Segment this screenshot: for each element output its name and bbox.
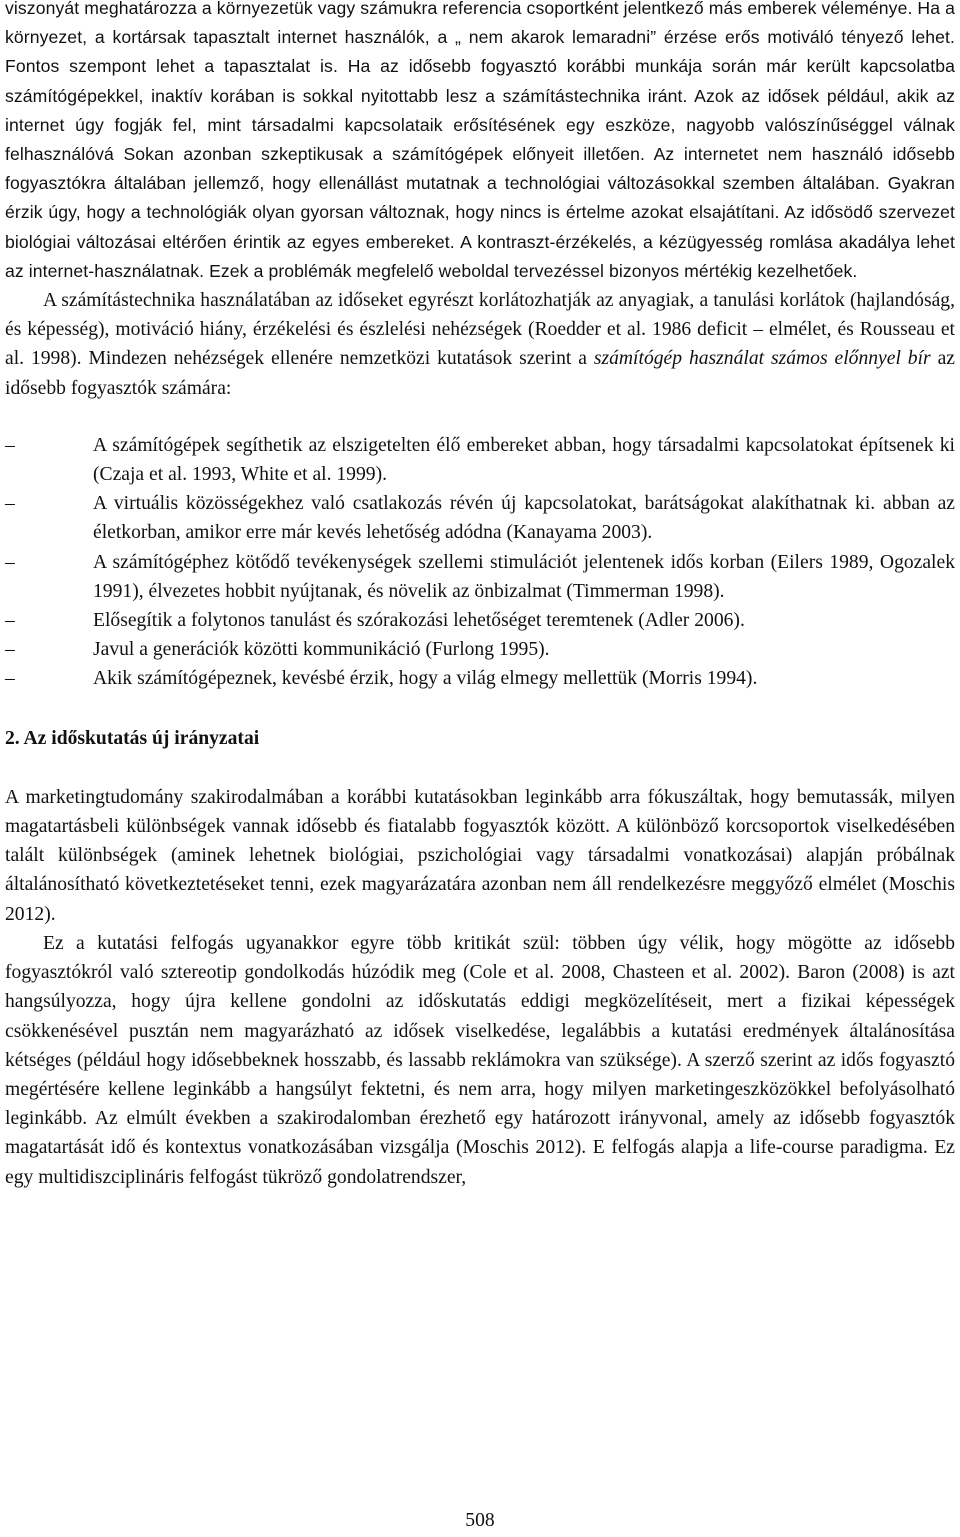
barriers-paragraph	[5, 286, 955, 403]
page-number: 508	[465, 1510, 495, 1531]
list-item-text: Elősegítik a folytonos tanulást és szórakozási lehetőséget teremtenek (Adler 2006).	[93, 610, 745, 632]
list-item	[5, 548, 955, 606]
section-paragraph-1: A marketingtudomány szakirodalmában a korábbi kutatásokban leginkább arra fókuszáltak, hogy bemutassák, milyen magatartásbeli különbségek vannak idősebb és fiatalabb fogyasztók között. A különböző korcsoportok viselkedésében talált különbségek (aminek lehetnek biológiai, pszichológiai vagy társadalmi vonatkozásai) alapján próbálnak általánosítható következtetéseket tenni, ezek magyarázatára azonban nem áll rendelkezésre meggyőző elmélet (Moschis 2012).	[5, 786, 955, 925]
list-item	[5, 489, 955, 547]
barriers-tail: az idősebb fogyasztók számára:	[5, 348, 955, 399]
dash-bullet: –	[5, 493, 15, 515]
dash-bullet: –	[5, 551, 15, 573]
intro-text-serif: Az internetet nem használó idősebb fogyasztókra általában jellemző, hogy ellenállást mutatnak a technológiai változásokkal szemben általában. Gyakran érzik úgy, hogy a technológiák olyan gyorsan változnak, hogy nincs is értelme azokat elsajátítani. Az idősödő szervezet biológiai változásai eltérően érintik az egyes embereket. A kontraszt-érzékelés, a kézügyesség romlása akadálya lehet az internet-használatnak. Ezek a problémák megfelelő weboldal tervezéssel bizonyos mértékig kezelhetőek.	[5, 144, 955, 281]
section-heading: 2. Az időskutatás új irányzatai	[5, 727, 260, 749]
dash-bullet: –	[5, 610, 15, 632]
dash-bullet: –	[5, 434, 15, 456]
list-item-text: A számítógépek segíthetik az elszigetelten élő embereket abban, hogy társadalmi kapcsolatokat építsenek ki (Czaja et al. 1993, White et al. 1999).	[93, 434, 955, 486]
spacer	[5, 753, 955, 783]
document-page	[5, 0, 955, 1192]
list-item	[5, 606, 955, 635]
dash-bullet: –	[5, 639, 15, 661]
spacer	[5, 403, 955, 431]
list-item	[5, 664, 955, 693]
dash-bullet: –	[5, 668, 15, 690]
barriers-text: A számítástechnika használatában az időseket egyrészt korlátozhatják az anyagiak, a tanulási korlátok (hajlandóság, és képesség), motiváció hiány, érzékelési és észlelési nehézségek (Roedder et al. 1986 deficit – elmélet, és Rousseau et al. 1998). Mindezen nehézségek ellenére nemzetközi kutatások szerint a	[5, 290, 955, 370]
list-item	[5, 635, 955, 664]
intro-text-sans: viszonyát meghatározza a környezetük vagy számukra referencia csoportként jelentkező más emberek véleménye. Ha a környezet, a kortársak tapasztalt internet használók, a „ nem akarok lemaradni” érzése erős motiváló tényező lehet. Fontos szempont lehet a tapasztalat is. Ha az idősebb fogyasztó korábbi munkája során már került kapcsolatba számítógépekkel, inaktív korában is sokkal nyitottabb lesz a számítástechnika iránt. Azok az idősek például, akik az internet úgy fogják fel, mint társadalmi kapcsolataik erősítésének egy eszköze, nagyobb valószínűséggel válnak felhasználóvá Sokan azonban szkeptikusak a számítógépek előnyeit illetően.	[5, 0, 955, 165]
barriers-emphasis: számítógép használat számos előnnyel bír	[593, 348, 931, 370]
list-item-text: Javul a generációk közötti kommunikáció (Furlong 1995).	[93, 639, 550, 661]
list-item-text: A virtuális közösségekhez való csatlakozás révén új kapcsolatokat, barátságokat alakíthatnak ki. abban az életkorban, amikor erre már kevés lehetőség adódna (Kanayama 2003).	[93, 493, 955, 544]
benefits-list	[5, 431, 955, 694]
list-item-text: Akik számítógépeznek, kevésbé érzik, hogy a világ elmegy mellettük (Morris 1994).	[93, 668, 758, 690]
section-paragraph-2: Ez a kutatási felfogás ugyanakkor egyre több kritikát szül: többen úgy vélik, hogy mögötte az idősebb fogyasztókról való sztereotip gondolkodás húzódik meg (Cole et al. 2008, Chasteen et al. 2002). Baron (2008) is azt hangsúlyozza, hogy újra kellene gondolni az időskutatás eddigi megközelítéseit, mert a fizikai képességek csökkenésével pusztán nem magyarázható az idősek viselkedése, legalábbis a kutatási eredmények általánosítása kétséges (például hogy idősebbeknek hosszabb, és lassabb reklámokra van szüksége). A szerző szerint az idős fogyasztó megértésére kellene leginkább a hangsúlyt fektetni, és nem arra, hogy milyen marketingeszközökkel befolyásolható leginkább. Az elmúlt években a szakirodalomban érezhető egy határozott irányvonal, amely az idősebb fogyasztók magatartását idő és kontextus vonatkozásában vizsgálja (Moschis 2012). E felfogás alapja a life-course paradigma. Ez egy multidiszciplináris felfogást tükröző gondolatrendszer,	[5, 932, 955, 1188]
intro-paragraph	[5, 0, 955, 286]
list-item-text: A számítógéphez kötődő tevékenységek szellemi stimulációt jelentenek idős korban (Eilers 1989, Ogozalek 1991), élvezetes hobbit nyújtanak, és növelik az önbizalmat (Timmerman 1998).	[93, 551, 955, 602]
list-item	[5, 431, 955, 489]
